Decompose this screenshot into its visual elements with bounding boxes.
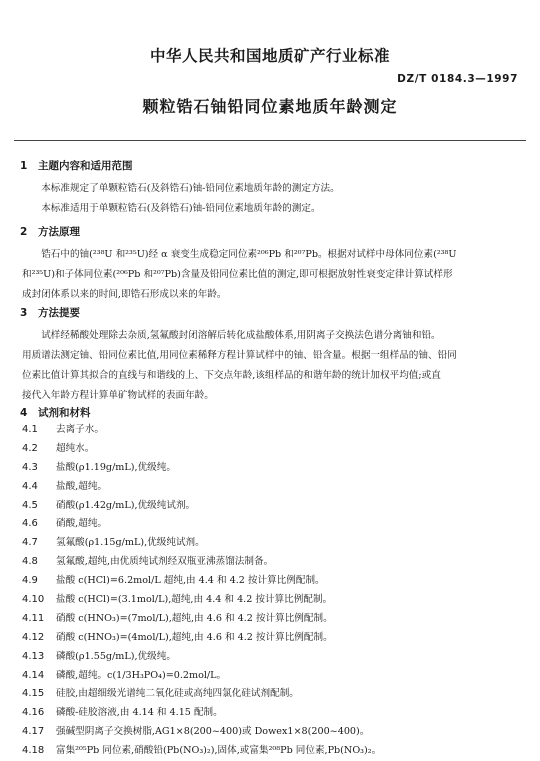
list-item <box>22 478 520 497</box>
item-text: 硝酸 c(HNO₃)=(7mol/L),超纯,由 4.6 和 4.2 按计算比例配制。 <box>56 612 333 624</box>
item-text: 硝酸 c(HNO₃)=(4mol/L),超纯,由 4.6 和 4.2 按计算比例配制。 <box>56 631 333 643</box>
section-number: 4 <box>20 407 28 419</box>
text-line: 本标准适用于单颗粒锆石(及斜锆石)铀-铅同位素地质年龄的测定。 <box>41 203 321 214</box>
item-text: 磷酸,超纯。c(1/3H₃PO₄)=0.2mol/L。 <box>56 669 227 681</box>
list-item <box>22 610 520 629</box>
text-line: 接代入年龄方程计算单矿物试样的表面年龄。 <box>22 390 214 401</box>
item-number: 4.15 <box>22 688 45 700</box>
list-item <box>22 667 520 686</box>
list-item <box>22 742 520 761</box>
item-number: 4.18 <box>22 745 45 757</box>
item-number: 4.9 <box>22 575 38 587</box>
item-number: 4.8 <box>22 556 38 568</box>
item-number: 4.6 <box>22 518 38 530</box>
item-number: 4.7 <box>22 537 38 549</box>
section-heading-1 <box>20 158 133 173</box>
item-number: 4.11 <box>22 612 45 624</box>
text-line: 本标准规定了单颗粒锆石(及斜锆石)铀-铅同位素地质年龄的测定方法。 <box>41 183 340 194</box>
item-text: 富集²⁰⁵Pb 同位素,硝酸铅(Pb(NO₃)₂),固体,或富集²⁰⁸Pb 同位素,Pb(NO₃)₂。 <box>56 745 382 757</box>
header-divider <box>14 140 526 141</box>
item-text: 硝酸,超纯。 <box>56 518 108 530</box>
section-number: 2 <box>20 226 28 238</box>
item-text: 超纯水。 <box>56 442 95 454</box>
text-line: 位素比值计算其拟合的直线与和谐线的上、下交点年龄,该组样品的和谐年龄的统计加权平均值;或直 <box>22 370 441 381</box>
list-item <box>22 648 520 667</box>
item-text: 硝酸(ρ1.42g/mL),优级纯试剂。 <box>56 499 196 511</box>
text-line: 和²³⁵U)和子体同位素(²⁰⁶Pb 和²⁰⁷Pb)含量及铅同位素比值的测定,即可根据放射性衰变定律计算试样形 <box>22 269 453 280</box>
list-item <box>22 723 520 742</box>
section-title: 试剂和材料 <box>38 407 91 419</box>
list-item <box>22 497 520 516</box>
item-number: 4.17 <box>22 726 45 738</box>
section-heading-3 <box>20 305 80 320</box>
item-text: 强碱型阴离子交换树脂,AG1×8(200~400)或 Dowex1×8(200~400)。 <box>56 726 370 738</box>
item-text: 磷酸-硅胶溶液,由 4.14 和 4.15 配制。 <box>56 707 223 719</box>
item-text: 盐酸 c(HCl)=(3.1mol/L),超纯,由 4.4 和 4.2 按计算比例配制。 <box>56 594 333 606</box>
item-number: 4.14 <box>22 669 45 681</box>
section-3-body <box>22 326 514 406</box>
text-line: 试样经稀酸处理除去杂质,氢氟酸封闭溶解后转化成盐酸体系,用阴离子交换法色谱分离铀和铅。 <box>41 330 441 341</box>
document-title: 颗粒锆石铀铅同位素地质年龄测定 <box>142 97 398 116</box>
item-number: 4.5 <box>22 499 38 511</box>
reagents-list <box>22 421 520 761</box>
item-text: 盐酸 c(HCl)=6.2mol/L 超纯,由 4.4 和 4.2 按计算比例配制。 <box>56 575 325 587</box>
list-item <box>22 515 520 534</box>
item-number: 4.10 <box>22 594 45 606</box>
list-item <box>22 440 520 459</box>
section-1-body <box>22 179 514 219</box>
list-item <box>22 704 520 723</box>
item-number: 4.1 <box>22 424 38 435</box>
item-number: 4.16 <box>22 707 45 719</box>
section-2-body <box>22 245 514 305</box>
item-text: 盐酸,超纯。 <box>56 480 108 492</box>
item-number: 4.4 <box>22 480 38 492</box>
section-heading-2 <box>20 224 80 239</box>
section-title: 主题内容和适用范围 <box>38 160 133 172</box>
list-item <box>22 591 520 610</box>
list-item <box>22 421 520 440</box>
list-item <box>22 534 520 553</box>
item-text: 磷酸(ρ1.55g/mL),优级纯。 <box>56 650 176 662</box>
item-number: 4.13 <box>22 650 45 662</box>
item-text: 氢氟酸(ρ1.15g/mL),优级纯试剂。 <box>56 537 205 549</box>
text-line: 成封闭体系以来的时间,即锆石形成以来的年龄。 <box>22 289 227 300</box>
list-item <box>22 685 520 704</box>
text-line: 锆石中的铀(²³⁸U 和²³⁵U)经 α 衰变生成稳定同位素²⁰⁶Pb 和²⁰⁷Pb。根据对试样中母体同位素(²³⁸U <box>41 249 457 260</box>
item-number: 4.3 <box>22 461 38 473</box>
list-item <box>22 629 520 648</box>
item-text: 盐酸(ρ1.19g/mL),优级纯。 <box>56 461 176 473</box>
list-item <box>22 553 520 572</box>
issuing-organization: 中华人民共和国地质矿产行业标准 <box>149 47 390 65</box>
item-text: 硅胶,由超细级光谱纯二氧化硅或高纯四氯化硅试剂配制。 <box>56 688 299 700</box>
text-line: 用质谱法测定铀、铅同位素比值,用同位素稀释方程计算试样中的铀、铅含量。根据一组样品的铀、铅同 <box>22 350 457 361</box>
list-item <box>22 572 520 591</box>
item-number: 4.12 <box>22 631 45 643</box>
section-number: 1 <box>20 160 28 172</box>
section-heading-4 <box>20 405 91 420</box>
item-number: 4.2 <box>22 442 38 454</box>
section-number: 3 <box>20 307 28 319</box>
standard-number: DZ/T 0184.3—1997 <box>397 73 518 85</box>
list-item <box>22 459 520 478</box>
section-title: 方法原理 <box>38 226 80 238</box>
item-text: 氢氟酸,超纯,由优质纯试剂经双瓶亚沸蒸馏法制备。 <box>56 556 274 568</box>
item-text: 去离子水。 <box>56 424 104 435</box>
section-title: 方法提要 <box>38 307 80 319</box>
